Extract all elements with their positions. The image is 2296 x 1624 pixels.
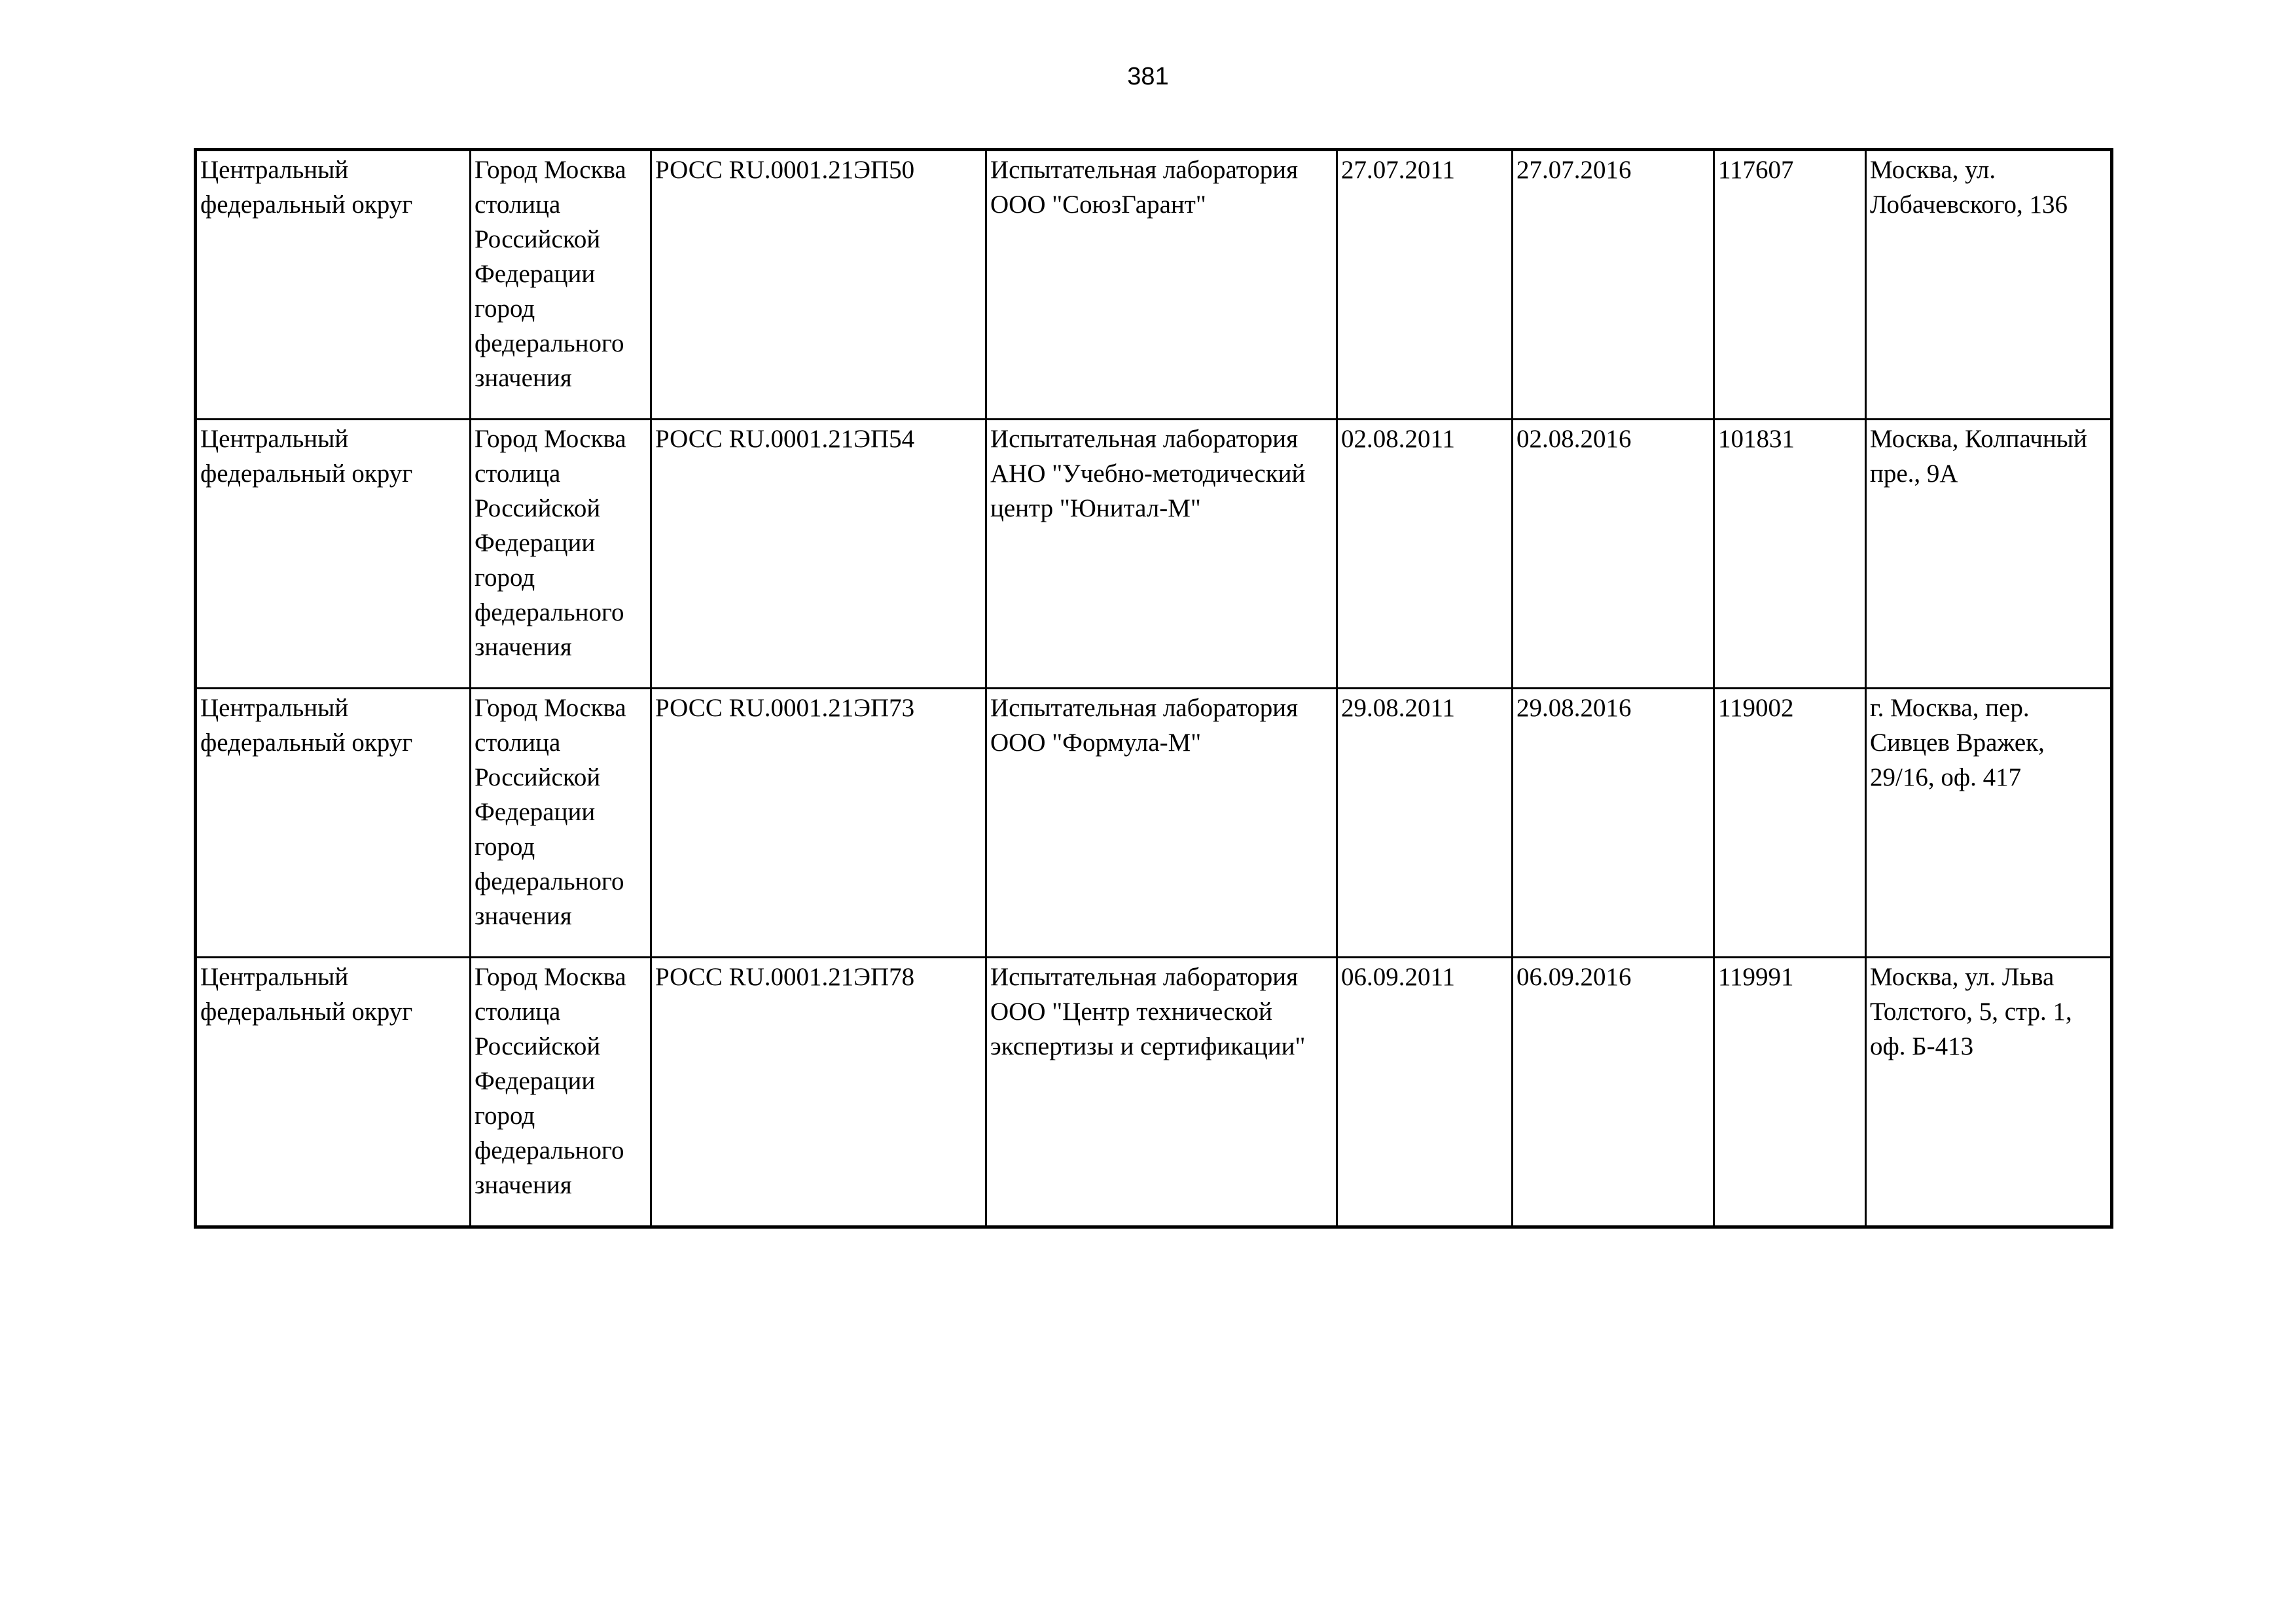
cell-district: Центральный федеральный округ: [196, 150, 471, 420]
cell-lab-name: Испытательная лаборатория ООО "СоюзГарант": [986, 150, 1337, 420]
cell-region: Город Москва столица Российской Федерации город федерального значения: [471, 420, 651, 689]
registry-table: [194, 148, 2113, 1229]
cell-district: Центральный федеральный округ: [196, 689, 471, 958]
page-number: 381: [1127, 63, 1169, 90]
cell-cert-number: РОСС RU.0001.21ЭП78: [651, 958, 986, 1227]
cell-date-expires: 29.08.2016: [1513, 689, 1714, 958]
cell-date-expires: 06.09.2016: [1513, 958, 1714, 1227]
cell-address: Москва, ул. Льва Толстого, 5, стр. 1, оф. Б-413: [1866, 958, 2112, 1227]
cell-date-issued: 06.09.2011: [1337, 958, 1513, 1227]
table-row: [196, 958, 2112, 1227]
table-row: [196, 689, 2112, 958]
cell-district: Центральный федеральный округ: [196, 420, 471, 689]
cell-cert-number: РОСС RU.0001.21ЭП50: [651, 150, 986, 420]
cell-postal-code: 119991: [1714, 958, 1866, 1227]
cell-lab-name: Испытательная лаборатория ООО "Центр технической экспертизы и сертификации": [986, 958, 1337, 1227]
cell-address: г. Москва, пер. Сивцев Вражек, 29/16, оф. 417: [1866, 689, 2112, 958]
cell-district: Центральный федеральный округ: [196, 958, 471, 1227]
cell-address: Москва, ул. Лобачевского, 136: [1866, 150, 2112, 420]
cell-lab-name: Испытательная лаборатория ООО "Формула-М": [986, 689, 1337, 958]
table-row: [196, 150, 2112, 420]
cell-region: Город Москва столица Российской Федерации город федерального значения: [471, 150, 651, 420]
cell-postal-code: 117607: [1714, 150, 1866, 420]
cell-postal-code: 119002: [1714, 689, 1866, 958]
cell-date-expires: 27.07.2016: [1513, 150, 1714, 420]
cell-region: Город Москва столица Российской Федерации город федерального значения: [471, 958, 651, 1227]
cell-date-issued: 29.08.2011: [1337, 689, 1513, 958]
cell-address: Москва, Колпачный пре., 9А: [1866, 420, 2112, 689]
cell-cert-number: РОСС RU.0001.21ЭП54: [651, 420, 986, 689]
cell-cert-number: РОСС RU.0001.21ЭП73: [651, 689, 986, 958]
cell-date-issued: 02.08.2011: [1337, 420, 1513, 689]
cell-region: Город Москва столица Российской Федерации город федерального значения: [471, 689, 651, 958]
cell-date-issued: 27.07.2011: [1337, 150, 1513, 420]
table-row: [196, 420, 2112, 689]
cell-lab-name: Испытательная лаборатория АНО "Учебно-методический центр "Юнитал-М": [986, 420, 1337, 689]
cell-date-expires: 02.08.2016: [1513, 420, 1714, 689]
cell-postal-code: 101831: [1714, 420, 1866, 689]
